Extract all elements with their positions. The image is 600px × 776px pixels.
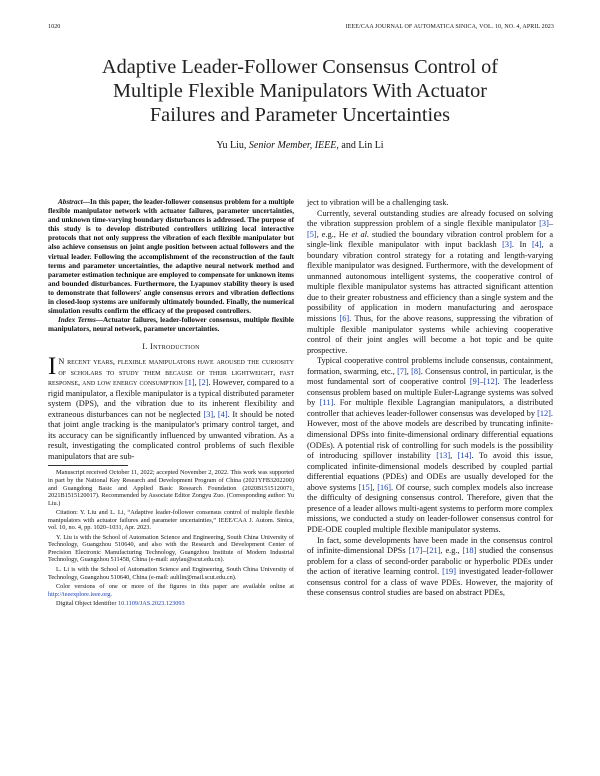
- abstract-label: Abstract: [58, 198, 83, 206]
- text: investigated leader-follower consensus control for a class of wave PDEs. However, the majority of these consensus control studies are based on abstract PDEs,: [307, 567, 553, 598]
- citation[interactable]: [12]: [483, 377, 498, 387]
- citation[interactable]: [3]: [539, 219, 549, 229]
- citation[interactable]: [6]: [339, 314, 350, 324]
- index-terms-label: Index Terms: [58, 316, 96, 325]
- citation[interactable]: [18]: [462, 546, 477, 556]
- title-line-2: Multiple Flexible Manipulators With Actuator: [113, 80, 487, 102]
- left-column: [48, 198, 294, 610]
- text: . For multiple flexible Lagrangian manipulators, a distributed controller that achieves leader-follower consensus was developed by: [307, 398, 553, 418]
- citation[interactable]: [16]: [377, 482, 392, 492]
- abstract-text: —In this paper, the leader-follower consensus problem for a multiple flexible manipulator network with actuator failures, parameter uncertainties, and unknown time-varying boundary disturbances is addressed. The purpose of this study is to develop distributed controllers utilizing local interactive protocols that not only suppress the vibration of each flexible manipulator but also achieve consensus on joint angle position between actual followers and the virtual leader. Following the accomplishment of the reconstruction of the fault terms and parameter uncertainties, the adaptive neural network method and parameter estimation technique are employed to compensate for unknown items and bounded disturbances. Furthermore, the Lyapunov stability theory is used to demonstrate that followers' angle consensus errors and vibration deflections in closed-loop systems are uniformly ultimately bounded. Finally, the numerical simulation results confirm the efficacy of the proposed controllers.: [48, 198, 294, 316]
- section-heading: I. Introduction: [142, 342, 200, 352]
- page-number: 1020: [48, 24, 61, 30]
- intro-lead: N recent years, flexible manipulators have aroused the curiosity of scholars to study them because of their lightweight, fast response, and low energy consumption: [48, 356, 294, 388]
- text: ,: [372, 482, 378, 492]
- citation[interactable]: [2]: [198, 378, 209, 388]
- citation[interactable]: [21]: [426, 546, 441, 556]
- citation[interactable]: [4]: [531, 240, 542, 250]
- text: Typical cooperative control problems include consensus, containment, formation, swarming, etc.,: [307, 356, 553, 376]
- footnote-manuscript: Manuscript received October 11, 2022; accepted November 2, 2022. This work was supported in part by the National Key Research and Development Program of China (2021YFB3202200) and Guangdong Basic and Applied Basic Research Foundation (2020B1515120071, 2021B1515120017). Recommended by Associate Editor Zongyu Zuo. (Corresponding author: Yu Liu.): [48, 469, 294, 507]
- footnote-rule: [48, 465, 128, 466]
- journal-name: IEEE/CAA JOURNAL OF AUTOMATICA SINICA, VOL. 10, NO. 4, APRIL 2023: [345, 24, 554, 30]
- text: , a boundary vibration control strategy for a rotating and length-varying flexible manipulator was designed. Furthermore, with the development of unmanned autonomous intelligent systems, the cooperative control of multiple flexible manipulator systems has attracted significant attention due to their greater robustness and efficiency than a single system and the possibility of application in modern manufacturing and aerospace missions: [307, 240, 553, 324]
- author-2: , and Lin Li: [336, 140, 384, 151]
- intro-paragraph: [48, 352, 294, 462]
- right-column: [307, 198, 553, 599]
- paper-title: [40, 55, 560, 127]
- text: ,: [194, 378, 199, 388]
- text: ,: [213, 409, 218, 419]
- running-header: [48, 24, 554, 34]
- text: ,: [406, 366, 412, 376]
- footnote-author-1: Y. Liu is with the School of Automation Science and Engineering, South China University of Technology, Guangzhou 510640, and also with the Research and Development Center of Precision Electronic Manufacturing Technology, Guangzhou Institute of Modern Industrial Technology, Guangzhou 511458, China (e-mail: auylau@scut.edu.cn).: [48, 533, 294, 564]
- footnote-author-2: L. Li is with the School of Automation Science and Engineering, South China University of Technology, Guangzhou 510640, China (e-mail: aulilin@mail.scut.edu.cn).: [48, 565, 294, 581]
- text: Color versions of one or more of the figures in this paper are available online at: [56, 583, 294, 591]
- text: . However, compared to a rigid manipulator, a flexible manipulator is a typical distributed parameter system (DPS), and the vibration due to its inherent flexibility and extraneous disturbances can not be neglected: [48, 378, 294, 419]
- text: . To avoid this issue, complicated infinite-dimensional models described by coupled partial differential equations (PDEs) and ODEs are usually developed for the above systems: [307, 451, 553, 492]
- footnote-doi: [48, 600, 294, 608]
- ieeexplore-link[interactable]: http://ieeexplore.ieee.org: [48, 590, 111, 598]
- text: . The leaderless consensus problem based on multiple Euler-Lagrange systems was solved by: [307, 377, 554, 408]
- paragraph-3: [307, 356, 553, 535]
- text: , e.g., He: [316, 229, 352, 239]
- text: ,: [450, 451, 458, 461]
- footnote-citation: Citation: Y. Liu and L. Li, “Adaptive leader-follower consensus control of multiple flexible manipulators with actuator failures and parameter uncertainties,” IEEE/CAA J. Autom. Sinica, vol. 10, no. 4, pp. 1020–1031, Apr. 2023.: [48, 509, 294, 532]
- author-1: Yu Liu,: [216, 140, 249, 151]
- doi-link[interactable]: 10.1109/JAS.2023.123093: [117, 600, 185, 608]
- citation[interactable]: [9]: [469, 377, 480, 387]
- text: studied the boundary vibration control problem for a single-link flexible manipulator with input backlash: [307, 229, 554, 250]
- citation[interactable]: [3]: [502, 240, 512, 250]
- text: –: [548, 219, 553, 229]
- citation[interactable]: [7]: [397, 366, 407, 376]
- text: –: [422, 546, 427, 556]
- citation[interactable]: [11]: [319, 398, 334, 408]
- index-terms-text: —Actuator failures, leader-follower consensus, multiple flexible manipulators, neural network, parameter uncertainties.: [48, 316, 294, 334]
- text: . However, most of the above models are described by truncating infinite-dimensional DPSs into finite-dimensional ordinary differential equations (ODEs). A potential risk of controlling for such models is the possibility of introducing spillover instability: [307, 408, 553, 461]
- abstract: [48, 198, 294, 316]
- paragraph-4: [307, 536, 553, 599]
- citation[interactable]: [17]: [408, 546, 423, 556]
- citation[interactable]: [5]: [307, 229, 317, 239]
- citation[interactable]: [13]: [436, 451, 451, 461]
- citation[interactable]: [14]: [457, 451, 472, 461]
- text: . Of course, such complex models also increase the difficulty of designing consensus control. Therefore, given that the presence of a leader allows multi-agent systems to perform more complex missions, we conducted a study on leader-follower consensus control for PDE-ODE coupled multiple flexible manipulator systems.: [307, 482, 553, 534]
- text: . Thus, for the above reasons, suppressing the vibration of multiple flexible manipulator systems while achieving cooperative control of their joint angles will become a hot topic and be quite prospective.: [307, 314, 553, 355]
- title-line-1: Adaptive Leader-Follower Consensus Control of: [101, 56, 499, 78]
- text: . In: [511, 240, 532, 250]
- text: –: [479, 377, 484, 387]
- citation[interactable]: [4]: [217, 409, 228, 419]
- text: studied the consensus problem for a class of second-order parabolic or hyperbolic PDEs under the action of iterative learning control.: [307, 546, 553, 577]
- title-line-3: Failures and Parameter Uncertainties: [149, 104, 451, 126]
- citation[interactable]: [15]: [358, 482, 373, 492]
- text: Currently, several outstanding studies are already focused on solving the vibration suppression problem of a single flexible manipulator: [307, 208, 553, 229]
- text: . Consensus control, in particular, is the most fundamental sort of cooperative control: [307, 366, 553, 387]
- drop-cap: I: [48, 352, 57, 380]
- citation[interactable]: [1]: [184, 378, 195, 388]
- text: . It should be noted that joint angle tracking is the manipulator's primary control target, and its accuracy can be significantly influenced by unwanted vibration. As a result, investigating the complicated control problems of such flexible manipulators that are sub-: [48, 409, 294, 461]
- citation[interactable]: [12]: [537, 408, 551, 418]
- citation[interactable]: [19]: [442, 567, 456, 577]
- citation[interactable]: [8]: [411, 366, 421, 376]
- text: In fact, some developments have been made in the consensus control of infinite-dimensional DPSs: [307, 535, 553, 556]
- text: , e.g.,: [440, 546, 463, 556]
- continued-paragraph: ject to vibration will be a challenging task.: [307, 198, 449, 207]
- author-line: [40, 140, 560, 151]
- footnote-color: [48, 583, 294, 598]
- citation[interactable]: [3]: [203, 409, 214, 419]
- paragraph-2: [307, 209, 553, 357]
- index-terms: [48, 316, 294, 334]
- author-1-role: Senior Member, IEEE: [248, 140, 337, 151]
- et-al: et al.: [351, 229, 370, 239]
- text: .: [110, 590, 112, 598]
- text: Digital Object Identifier: [56, 600, 118, 608]
